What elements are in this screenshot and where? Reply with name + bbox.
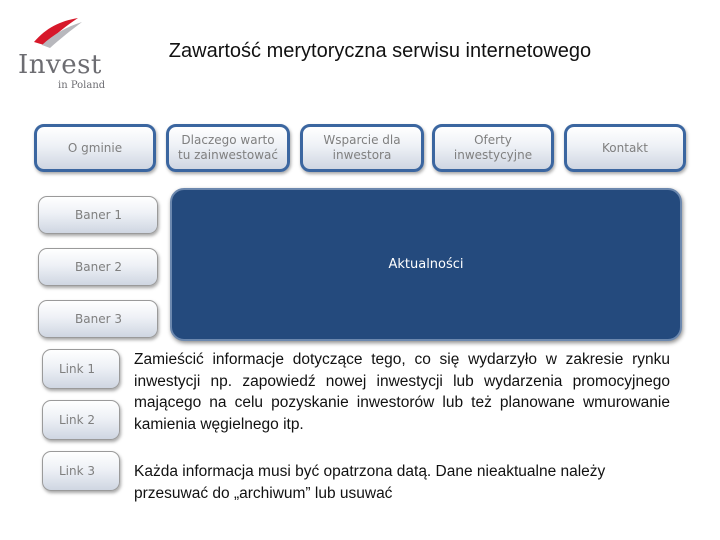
nav-item-wsparcie[interactable] [300, 124, 424, 172]
banner-3[interactable] [38, 300, 158, 338]
banner-1[interactable] [38, 196, 158, 234]
banner-label: Baner 3 [75, 311, 122, 326]
logo-subtitle: in Poland [58, 80, 106, 91]
description-paragraph: Zamieścić informacje dotyczące tego, co się wydarzyło w zakresie rynku inwestycji np. zapowiedź nowej inwestycji lub wydarzenia promocyjnego mającego na celu pozyskanie inwestorów lub też planowane wmurowanie kamienia węgielnego itp. [134, 351, 670, 433]
nav-item-o-gminie[interactable] [34, 124, 156, 172]
nav-item-label: Oferty inwestycyjne [453, 133, 533, 162]
nav-item-oferty[interactable] [432, 124, 554, 172]
note-paragraph: Każda informacja musi być opatrzona datą. Dane nieaktualne należy przesuwać do „archiwum” lub usuwać [134, 463, 606, 502]
invest-in-poland-logo[interactable] [14, 12, 114, 92]
link-3[interactable] [42, 451, 120, 491]
news-label: Aktualności [388, 257, 464, 272]
news-panel[interactable] [170, 188, 682, 341]
link-1[interactable] [42, 349, 120, 389]
flag-swoosh-icon [14, 12, 114, 52]
link-label: Link 1 [59, 361, 96, 376]
banner-label: Baner 2 [75, 259, 122, 274]
banner-label: Baner 1 [75, 207, 122, 222]
link-label: Link 3 [59, 463, 96, 478]
nav-item-label: O gminie [67, 140, 123, 155]
nav-item-label: Kontakt [602, 140, 648, 155]
nav-item-label: Dlaczego warto tu zainwestować [178, 133, 278, 162]
link-label: Link 2 [59, 412, 96, 427]
logo-word: Invest [18, 50, 102, 80]
banner-2[interactable] [38, 248, 158, 286]
page-title: Zawartość merytoryczna serwisu internetowego [168, 40, 592, 62]
nav-item-dlaczego-warto[interactable] [166, 124, 290, 172]
link-2[interactable] [42, 400, 120, 440]
nav-item-kontakt[interactable] [564, 124, 686, 172]
nav-item-label: Wsparcie dla inwestora [323, 133, 401, 162]
